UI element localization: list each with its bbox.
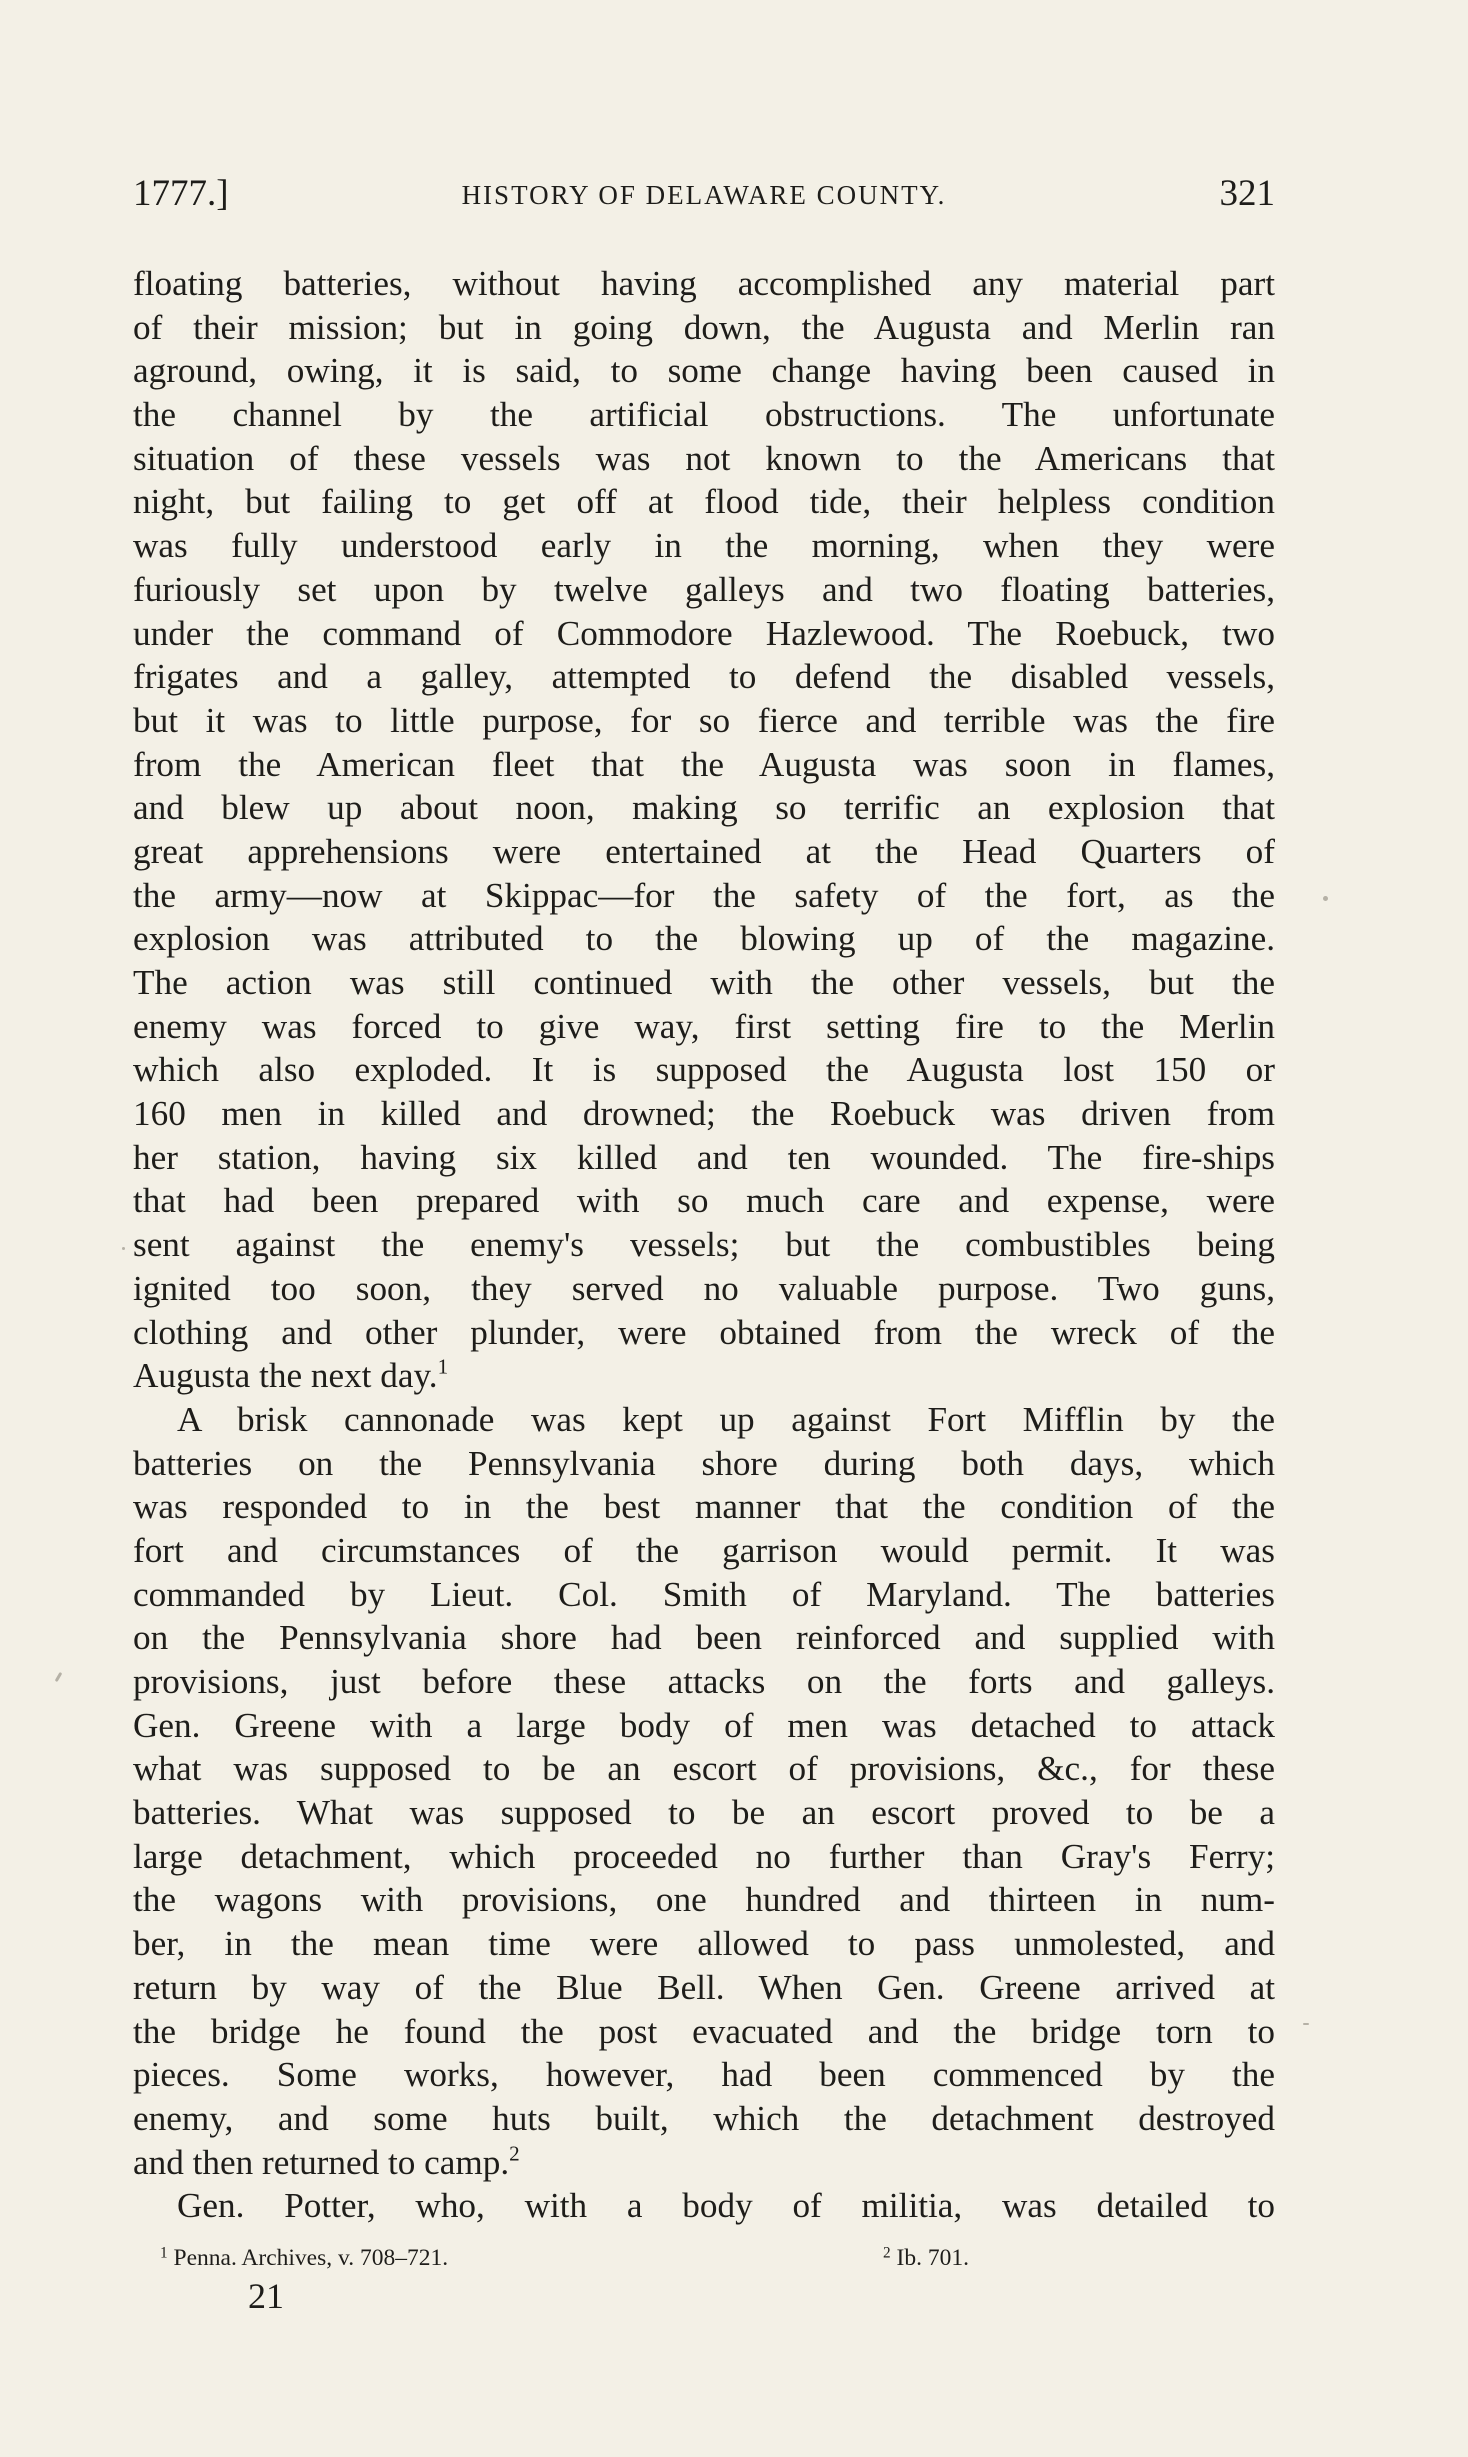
footnote-1: [160, 2245, 448, 2272]
text-line: floating batteries, without having accomplished any material part: [133, 264, 1275, 303]
margin-speck: [1323, 896, 1328, 901]
footnote-marker: 1: [160, 2244, 168, 2262]
text-line: the army—now at Skippac—for the safety of the fort, as the: [133, 875, 1275, 915]
text-line: night, but failing to get off at flood tide, their helpless condition: [133, 482, 1275, 522]
text-line-content: Augusta the next day.: [133, 1356, 438, 1396]
text-line: that had been prepared with so much care and expense, were: [133, 1181, 1275, 1221]
text-line: explosion was attributed to the blowing up of the magazine.: [133, 919, 1275, 959]
signature-mark: 21: [248, 2276, 284, 2316]
footnote-reference: 1: [437, 1354, 449, 1379]
text-line: on the Pennsylvania shore had been reinforced and supplied with: [133, 1618, 1275, 1658]
text-line: from the American fleet that the Augusta was soon in flames,: [133, 744, 1275, 784]
text-line: but it was to little purpose, for so fierce and terrible was the fire: [133, 700, 1275, 740]
footnote-text: Ib. 701.: [896, 2245, 969, 2271]
text-line: batteries. What was supposed to be an escort proved to be a: [133, 1793, 1275, 1833]
text-line: frigates and a galley, attempted to defend the disabled vessels,: [133, 657, 1275, 697]
text-line: commanded by Lieut. Col. Smith of Maryland. The batteries: [133, 1574, 1275, 1614]
text-line: aground, owing, it is said, to some change having been caused in: [133, 351, 1275, 391]
text-line: enemy was forced to give way, first setting fire to the Merlin: [133, 1006, 1275, 1046]
text-line: batteries on the Pennsylvania shore during both days, which: [133, 1443, 1275, 1483]
margin-speck: [122, 1247, 125, 1250]
running-title: HISTORY OF DELAWARE COUNTY.: [461, 180, 947, 210]
text-line: the bridge he found the post evacuated and the bridge torn to: [133, 2011, 1275, 2051]
text-line: Gen. Greene with a large body of men was detached to attack: [133, 1705, 1275, 1745]
text-line: ignited too soon, they served no valuable purpose. Two guns,: [133, 1268, 1275, 1308]
text-line: situation of these vessels was not known to the Americans that: [133, 438, 1275, 478]
text-line: her station, having six killed and ten wounded. The fire-ships: [133, 1137, 1275, 1177]
text-line: and blew up about noon, making so terrific an explosion that: [133, 788, 1275, 828]
text-line: clothing and other plunder, were obtained from the wreck of the: [133, 1312, 1275, 1352]
text-line: 160 men in killed and drowned; the Roebuck was driven from: [133, 1094, 1275, 1134]
text-line: great apprehensions were entertained at the Head Quarters of: [133, 831, 1275, 871]
text-line: of their mission; but in going down, the Augusta and Merlin ran: [133, 307, 1275, 347]
footnote-marker: 2: [883, 2244, 891, 2262]
text-line: under the command of Commodore Hazlewood. The Roebuck, two: [133, 613, 1275, 653]
text-line: [133, 2141, 1275, 2185]
text-line: Gen. Potter, who, with a body of militia, was detailed to: [177, 2186, 1275, 2226]
text-line-content: and then returned to camp.: [133, 2142, 510, 2182]
text-line: ber, in the mean time were allowed to pass unmolested, and: [133, 1924, 1275, 1964]
margin-speck: [55, 1672, 63, 1682]
text-line: the wagons with provisions, one hundred and thirteen in num-: [133, 1880, 1275, 1920]
text-line: provisions, just before these attacks on the forts and galleys.: [133, 1662, 1275, 1701]
text-line: fort and circumstances of the garrison would permit. It was: [133, 1530, 1275, 1570]
footnote-reference: 2: [509, 2140, 520, 2165]
text-line: return by way of the Blue Bell. When Gen. Greene arrived at: [133, 1967, 1275, 2007]
text-line: was responded to in the best manner that the condition of the: [133, 1487, 1275, 1527]
text-line: the channel by the artificial obstructions. The unfortunate: [133, 395, 1275, 435]
text-line: which also exploded. It is supposed the Augusta lost 150 or: [133, 1050, 1275, 1090]
text-line: A brisk cannonade was kept up against Fort Mifflin by the: [177, 1399, 1275, 1439]
text-line: enemy, and some huts built, which the detachment destroyed: [133, 2098, 1275, 2138]
text-line: furiously set upon by twelve galleys and two floating batteries,: [133, 569, 1275, 609]
margin-speck: [1303, 2023, 1309, 2025]
body-text: [133, 262, 1275, 2228]
footnote-2: [883, 2245, 969, 2272]
text-line: The action was still continued with the other vessels, but the: [133, 963, 1275, 1002]
text-line: pieces. Some works, however, had been commenced by the: [133, 2055, 1275, 2095]
text-line: sent against the enemy's vessels; but the combustibles being: [133, 1225, 1275, 1265]
text-line: large detachment, which proceeded no further than Gray's Ferry;: [133, 1836, 1275, 1876]
text-line: was fully understood early in the morning, when they were: [133, 526, 1275, 566]
footnote-text: Penna. Archives, v. 708–721.: [173, 2245, 449, 2271]
page-number: 321: [1219, 173, 1275, 214]
text-line: what was supposed to be an escort of provisions, &c., for these: [133, 1749, 1275, 1789]
text-line: [133, 1354, 1275, 1398]
running-header: [133, 172, 1275, 222]
header-year: 1777.]: [133, 173, 229, 214]
footnotes: [160, 2245, 1210, 2285]
